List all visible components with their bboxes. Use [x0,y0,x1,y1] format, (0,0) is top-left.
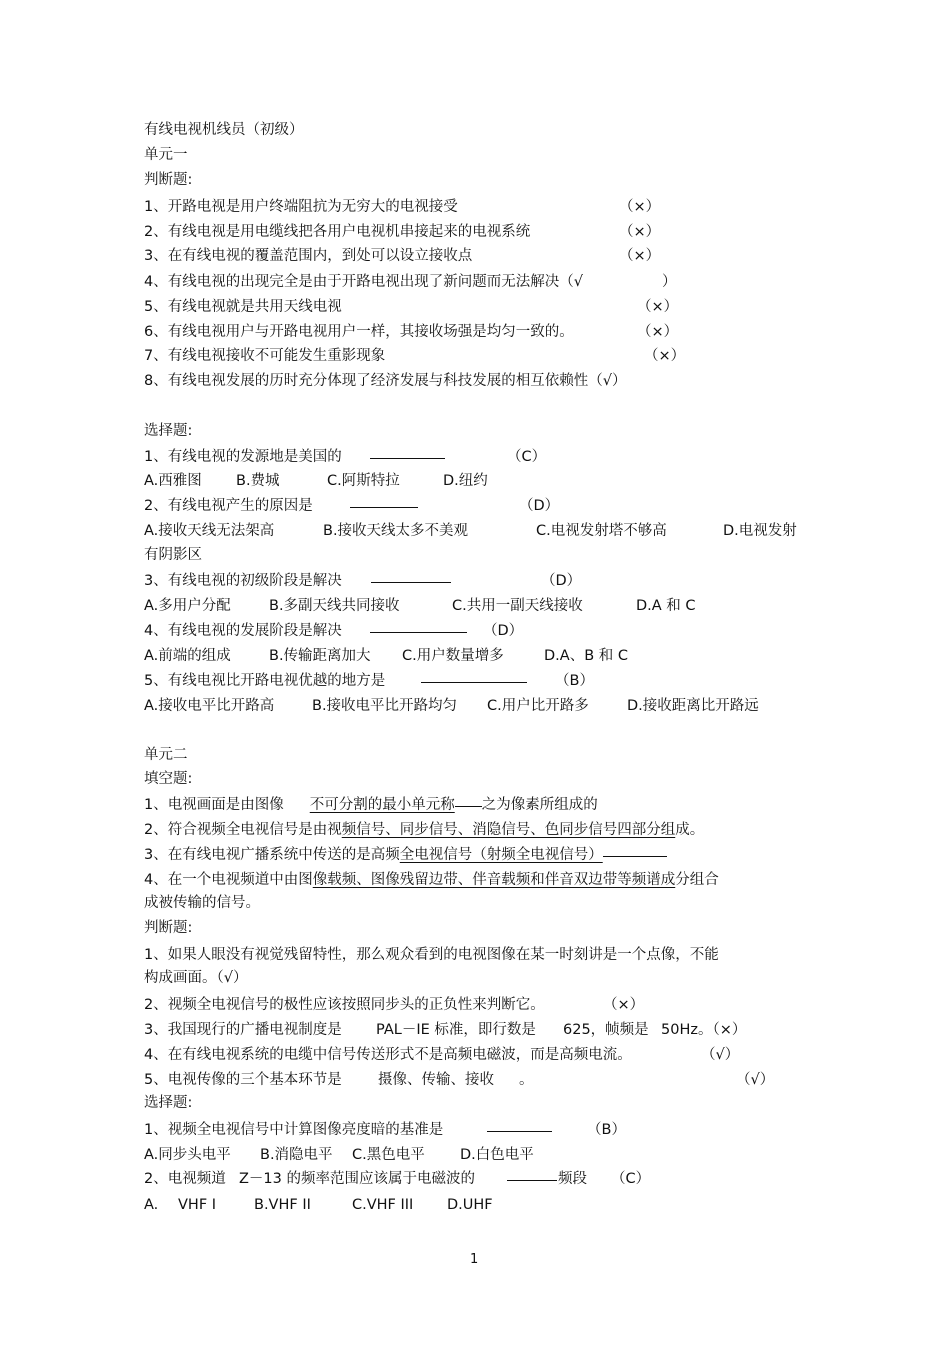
option-d: D.A、B 和 C [544,648,628,664]
unit-heading: 单元二 [144,747,188,763]
question-text: 1、开路电视是用户终端阻抗为无穷大的电视接受 [144,199,458,215]
fill-answer: 全电视信号（射频全电视信号） [399,847,603,863]
answer-mark: （×） [603,997,645,1013]
question-text: 6、有线电视用户与开路电视用户一样，其接收场强是均匀一致的。 [144,324,574,340]
fill-question [144,820,704,840]
option-b: B.接收天线太多不美观 [323,523,469,539]
answer-mark: （×） [619,199,661,215]
standard-text: PAL－IE 标准，即行数是 [376,1022,536,1038]
question-text-2: Z－13 的频率范围应该属于电磁波的 [239,1171,475,1187]
option-d: D.接收距离比开路远 [627,698,759,714]
fill-question [144,870,719,890]
section-heading: 判断题: [144,172,193,188]
option-c: C.VHF III [352,1197,414,1213]
line-count: 625，帧频是 [563,1022,649,1038]
option-a: A.接收电平比开路高 [144,698,275,714]
question-continuation: 构成画面。（√） [144,970,248,986]
option-c: C.黑色电平 [352,1147,425,1163]
option-a: A.接收天线无法架高 [144,523,275,539]
answer-blank [370,621,467,641]
answer-mark: （×） [619,224,661,240]
fill-continuation: 成被传输的信号。 [144,895,260,911]
option-b: B.费城 [236,473,280,489]
answer-mark: （C） [507,449,547,465]
question-text: 4、有线电视的发展阶段是解决 [144,623,342,639]
question-text: 3、我国现行的广播电视制度是 [144,1022,342,1038]
answer-mark: ） [662,274,677,290]
option-a: A.多用户分配 [144,598,231,614]
question-text: 4、有线电视的出现完全是由于开路电视出现了新问题而无法解决（√ [144,274,583,290]
question-text: 7、有线电视接收不可能发生重影现象 [144,348,386,364]
answer-blank [507,1169,557,1189]
option-d: D.电视发射 [723,523,797,539]
question-text: 3、有线电视的初级阶段是解决 [144,573,342,589]
section-heading: 选择题: [144,1095,193,1111]
fill-question [144,795,598,815]
answer-mark: （B） [587,1122,626,1138]
section-heading: 选择题: [144,423,193,439]
option-c: C.用户比开路多 [487,698,589,714]
answer-mark: （√） [736,1072,775,1088]
option-d: D.白色电平 [460,1147,534,1163]
answer-text: 摄像、传输、接收 [378,1072,494,1088]
option-b: B.消隐电平 [260,1147,333,1163]
answer-mark: （×） [644,348,686,364]
fill-suffix: 之为像素所组成的 [481,797,598,813]
page-number: 1 [470,1252,479,1267]
question-text: 2、视频全电视信号的极性应该按照同步头的正负性来判断它。 [144,997,545,1013]
band-label: 频段 [558,1171,587,1187]
answer-mark: （×） [637,324,679,340]
question-text: 2、电视频道 [144,1171,226,1187]
fill-prefix: 2、符合视频全电视信号是由视 [144,822,342,838]
answer-mark: （D） [541,573,582,589]
question-text: 5、有线电视比开路电视优越的地方是 [144,673,386,689]
fill-suffix: 成。 [675,822,705,838]
option-b: B.接收电平比开路均匀 [312,698,458,714]
fill-prefix: 1、电视画面是由图像 [144,797,284,813]
option-c: C.电视发射塔不够高 [536,523,667,539]
question-text: 2、有线电视产生的原因是 [144,498,313,514]
option-d: D.UHF [447,1197,493,1213]
answer-blank [370,447,445,467]
option-a: A.西雅图 [144,473,202,489]
answer-mark: （D） [519,498,560,514]
fill-answer: 频信号、同步信号、消隐信号、色同步信号四部分组 [341,822,676,838]
option-b: B.VHF II [254,1197,311,1213]
frame-rate: 50Hz。（×） [661,1022,747,1038]
option-a: A.前端的组成 [144,648,231,664]
option-c: C.阿斯特拉 [327,473,400,489]
option-a: A. [144,1197,159,1213]
fill-prefix: 3、在有线电视广播系统中传送的是高频 [144,847,400,863]
option-b: B.传输距离加大 [269,648,371,664]
answer-mark: （√） [701,1047,740,1063]
question-text: 1、视频全电视信号中计算图像亮度暗的基准是 [144,1122,444,1138]
answer-blank [350,496,418,516]
option-c: C.共用一副天线接收 [452,598,583,614]
fill-answer: 不可分割的最小单元称 [309,797,455,813]
answer-mark: （D） [483,623,524,639]
fill-suffix: 分组合 [675,872,719,888]
document-title: 有线电视机线员（初级） [144,122,304,138]
question-text: 1、有线电视的发源地是美国的 [144,449,342,465]
question-text: 5、电视传像的三个基本环节是 [144,1072,342,1088]
option-a: A.同步头电平 [144,1147,231,1163]
question-text: 5、有线电视就是共用天线电视 [144,299,342,315]
section-heading: 填空题: [144,771,193,787]
answer-mark: （×） [637,299,679,315]
option-continuation: 有阴影区 [144,547,202,563]
question-text: 2、有线电视是用电缆线把各用户电视机串接起来的电视系统 [144,224,531,240]
section-heading: 判断题: [144,920,193,936]
fill-answer: 像载频、图像残留边带、伴音载频和伴音双边带等频谱成 [312,872,676,888]
answer-blank [371,571,451,591]
question-text: 4、在有线电视系统的电缆中信号传送形式不是高频电磁波，而是高频电流。 [144,1047,632,1063]
answer-blank [421,671,527,691]
fill-prefix: 4、在一个电视频道中由图 [144,872,313,888]
answer-mark: （C） [611,1171,651,1187]
option-d: D.纽约 [443,473,488,489]
option-d: D.A 和 C [636,598,696,614]
question-text: 3、在有线电视的覆盖范围内，到处可以设立接收点 [144,248,473,264]
question-text: 1、如果人眼没有视觉残留特性，那么观众看到的电视图像在某一时刻讲是一个点像，不能 [144,947,719,963]
question-text: 8、有线电视发展的历时充分体现了经济发展与科技发展的相互依赖性（√） [144,373,627,389]
answer-blank [487,1120,552,1140]
unit-heading: 单元一 [144,147,188,163]
option-b: B.多副天线共同接收 [269,598,400,614]
answer-mark: （B） [555,673,594,689]
option-a-value: VHF I [178,1197,217,1213]
answer-mark: （×） [619,248,661,264]
period: 。 [519,1072,534,1088]
option-c: C.用户数量增多 [402,648,504,664]
fill-question [144,845,667,865]
